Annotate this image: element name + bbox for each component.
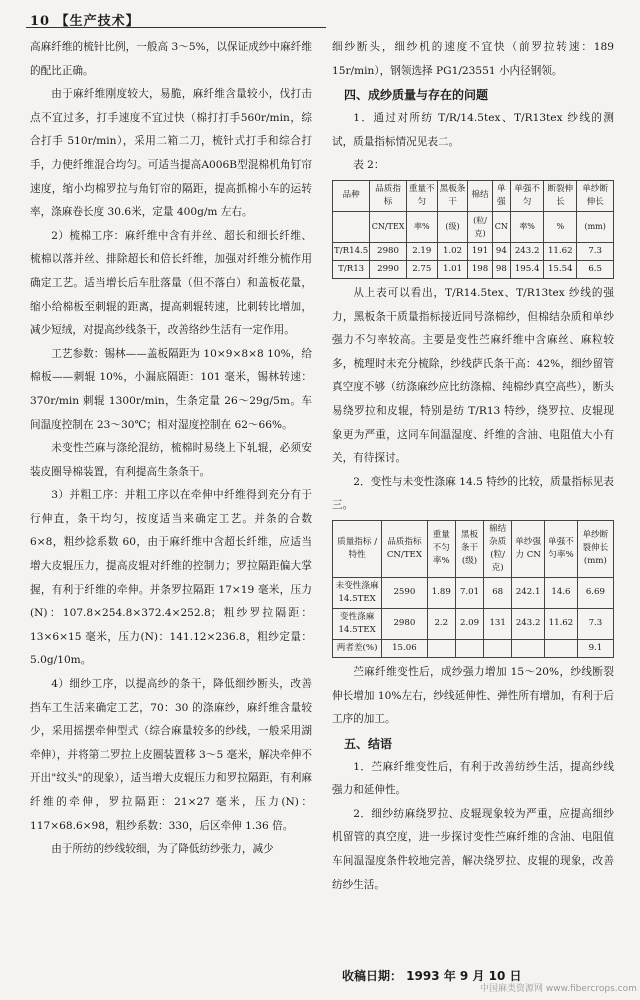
paragraph: 由于所纺的纱线较细，为了降低纺纱张力，减少: [51, 843, 274, 856]
paragraph: 2．细纱纺麻绕罗拉、皮辊现象较为严重，应提高细纱机留管的真空度，进一步探讨变性苎麻纤维的含油、电阻值车间温湿度条件较地完善，解决绕罗拉、皮辊的现象，改善纺纱生活。: [332, 807, 614, 891]
table-cell: [545, 639, 578, 657]
table-cell: 2.75: [406, 260, 437, 278]
table-cell: (级): [437, 211, 468, 242]
right-column: [332, 36, 614, 897]
table-cell: 断裂伸长: [544, 180, 577, 211]
table-row: [333, 260, 614, 278]
paragraph: 高麻纤维的梳针比例，一般高 3～5%，以保证成纱中麻纤维的配比正确。: [30, 41, 312, 77]
received-date: 收稿日期： 1993 年 9 月 10 日: [342, 969, 522, 983]
table-cell: CN/TEX: [370, 211, 407, 242]
table-cell: 棉结: [468, 180, 492, 211]
site-watermark: 中国麻类资源网 www.fibercrops.com: [480, 984, 637, 994]
table-cell: [484, 639, 512, 657]
table-cell: 131: [484, 608, 512, 639]
table-cell: 率%: [406, 211, 437, 242]
paragraph: 2）梳棉工序：麻纤维中含有并丝、超长和细长纤维、梳棉以落并丝、排除超长和倍长纤维，加强对纤维分梳作用确定工艺。适当增长后车肚落量（但不落白）和盖板花量，缩小给棉板至刺辊的距离，提高刺辊转速，比刺转比增加，减少短绒，对提高纱线条干，改善络纱生活有一定作用。: [30, 229, 312, 337]
table-cell: 品种: [333, 180, 370, 211]
table-cell: 191: [468, 242, 492, 260]
table-cell: CN: [492, 211, 510, 242]
table-cell: 9.1: [577, 639, 613, 657]
table-cell: 7.3: [577, 242, 614, 260]
paragraph: 4）细纱工序，以提高纱的条干，降低细纱断头，改善挡车工生活来确定工艺，70：30 的涤麻纱，麻纤维含量较少，采用摇摆牵伸型式（综合麻量较多的纱线，一般采用湖牵伸），并将第二罗拉上皮圈装置移 3～5 毫米，解决牵伸不开出"纹头"的现象），适当增大皮辊压力和罗拉隔距，有利麻纤维的牵伸，罗拉隔距：21×27 毫米，压力(N)：117×68.6×98，粗纱系数：330，后区牵伸 1.36 倍。: [30, 678, 312, 832]
paragraph: 1．通过对所纺 T/R/14.5tex、T/R13tex 纱线的测试，质量指标情况见表二。: [332, 112, 614, 148]
table-cell: 变性涤麻 14.5TEX: [333, 608, 382, 639]
table-cell: 单纱断伸长: [577, 180, 614, 211]
table-cell: 94: [492, 242, 510, 260]
table-cell: 重量不匀率%: [427, 520, 455, 577]
comparison-table-3: [332, 520, 614, 658]
table-cell: 2.19: [406, 242, 437, 260]
table-cell: 单强不匀: [511, 180, 544, 211]
table-cell: 黑板条干(级): [455, 520, 483, 577]
table-cell: (粒/克): [468, 211, 492, 242]
table-row: [333, 639, 614, 657]
table-row: [333, 608, 614, 639]
table-cell: 243.2: [512, 608, 545, 639]
table-cell: 品质指标: [370, 180, 407, 211]
table-cell: 14.6: [545, 577, 578, 608]
page-number: 10: [30, 14, 51, 29]
quality-table-2: [332, 180, 614, 279]
table-cell: T/R13: [333, 260, 370, 278]
table-cell: 198: [468, 260, 492, 278]
table-cell: 7.01: [455, 577, 483, 608]
table-cell: 棉结杂质(粒/克): [484, 520, 512, 577]
left-column: [30, 36, 312, 862]
table-cell: 单强: [492, 180, 510, 211]
table-cell: 单纱强力 CN: [512, 520, 545, 577]
paragraph: 工艺参数：锡林——盖板隔距为 10×9×8×8 10%，给棉板——刺辊 10%，小漏底隔距：101 毫米，锡林转速：370r/min 刺辊 1300r/min，生条定量 26～29g/5m。车间温度控制在 23～30℃；相对湿度控制在 62～66%。: [30, 347, 312, 431]
table-cell: 15.54: [544, 260, 577, 278]
header-rule: [26, 27, 326, 28]
table-cell: 1.02: [437, 242, 468, 260]
table-cell: [333, 211, 370, 242]
table-cell: 243.2: [511, 242, 544, 260]
table-cell: 11.62: [544, 242, 577, 260]
table-row: [333, 577, 614, 608]
table-cell: 195.4: [511, 260, 544, 278]
table-cell: 质量指标 / 特性: [333, 520, 382, 577]
table-header-row: [333, 520, 614, 577]
section-5-heading: 五、结语: [344, 736, 393, 751]
paragraph: 1．苎麻纤维变性后，有利于改善纺纱生活，提高纱线强力和延伸性。: [332, 760, 614, 797]
table-cell: 2.09: [455, 608, 483, 639]
table-row: [333, 242, 614, 260]
paragraph: 3）并粗工序：并粗工序以在牵伸中纤维得到充分有于行伸直，条干均匀，按度适当来确定工艺。并条的合数 6×8，粗纱捻系数 60，由于麻纤维中含超长纤维，应适当增大皮辊压力，提高皮辊对纤维的控制力；罗拉隔距偏大掌握，有利于纤维的牵伸。并条罗拉隔距 17×19 毫米，压力(N)：107.8×254.8×372.4×252.8；粗纱罗拉隔距：13×6×15 毫米，压力(N)：141.12×236.8，粗纱定量：5.0g/10m。: [30, 489, 312, 667]
table-cell: (mm): [577, 211, 614, 242]
table-cell: 7.3: [577, 608, 613, 639]
paragraph: 从上表可以看出，T/R14.5tex、T/R13tex 纱线的强力，黑板条干质量指标接近同号涤棉纱，但棉结杂质和单纱强力不匀率较高。主要是变性苎麻纤维中含麻丝、麻粒较多，梳理时未充分梳除，纱线萨氏条干高：42%，细纱留管真空度不够（纺涤麻纱应比纺涤棉、纯棉纱真空高些），断头易绕罗拉和皮辊，特别是纺 T/R13 特纱，绕罗拉、皮辊现象更为严重，这同车间温湿度、纤维的含油、电阻值大小有关，有待探讨。: [332, 286, 614, 465]
table-cell: 15.06: [382, 639, 427, 657]
table-cell: 242.1: [512, 577, 545, 608]
paragraph: 由于麻纤维刚度较大，易脆，麻纤维含量较小，伐打击点不宜过多，打手速度不宜过快（棉打打手560r/min，综合打手 510r/min），采用二箱二刀，梳针式打手和综合打手，力使纤维混合均匀。可适当提高A006B型混棉机角钉帘速度，缩小均棉罗拉与角钉帘的隔距，提高抓棉小车的运转率，涤麻卷长度 30.6米，定量 400g/m 左右。: [30, 88, 312, 219]
table-2-title: 表 2：: [353, 159, 385, 172]
table-cell: [455, 639, 483, 657]
table-cell: 1.89: [427, 577, 455, 608]
table-cell: 2990: [370, 260, 407, 278]
table-cell: 单强不匀率%: [545, 520, 578, 577]
paragraph: 2．变性与未变性涤麻 14.5 特纱的比较，质量指标见表三。: [332, 475, 614, 512]
table-cell: 两者差(%): [333, 639, 382, 657]
table-cell: 68: [484, 577, 512, 608]
table-cell: 2.2: [427, 608, 455, 639]
table-cell: 黑板条干: [437, 180, 468, 211]
table-cell: [427, 639, 455, 657]
table-cell: 2590: [382, 577, 427, 608]
paragraph: 未变性苎麻与涤纶混纺，梳棉时易绕上下轧辊，必须安装皮圈导棉装置，有利提高生条条干。: [30, 442, 312, 478]
table-cell: [512, 639, 545, 657]
table-cell: 6.69: [577, 577, 613, 608]
table-unit-row: [333, 211, 614, 242]
table-cell: %: [544, 211, 577, 242]
section-tag: 【生产技术】: [55, 14, 140, 29]
table-cell: 1.01: [437, 260, 468, 278]
table-cell: 品质指标 CN/TEX: [382, 520, 427, 577]
table-cell: 98: [492, 260, 510, 278]
paragraph: 苎麻纤维变性后，成纱强力增加 15～20%，纱线断裂伸长增加 10%左右，纱线延伸性、弹性所有增加，有利于后工序的加工。: [332, 665, 614, 726]
table-cell: 率%: [511, 211, 544, 242]
paragraph: 细纱断头，细纱机的速度不宜快（前罗拉转速：189 15r/min），钢领选择 PG1/23551 小内径钢领。: [332, 41, 614, 77]
table-header-row: [333, 180, 614, 211]
section-4-heading: 四、成纱质量与存在的问题: [344, 88, 489, 103]
table-cell: 11.62: [545, 608, 578, 639]
table-cell: 2980: [382, 608, 427, 639]
table-cell: 重量不匀: [406, 180, 437, 211]
table-cell: 6.5: [577, 260, 614, 278]
table-cell: 2980: [370, 242, 407, 260]
table-cell: 未变性涤麻 14.5TEX: [333, 577, 382, 608]
table-cell: 单纱断裂伸长(mm): [577, 520, 613, 577]
table-cell: T/R14.5: [333, 242, 370, 260]
